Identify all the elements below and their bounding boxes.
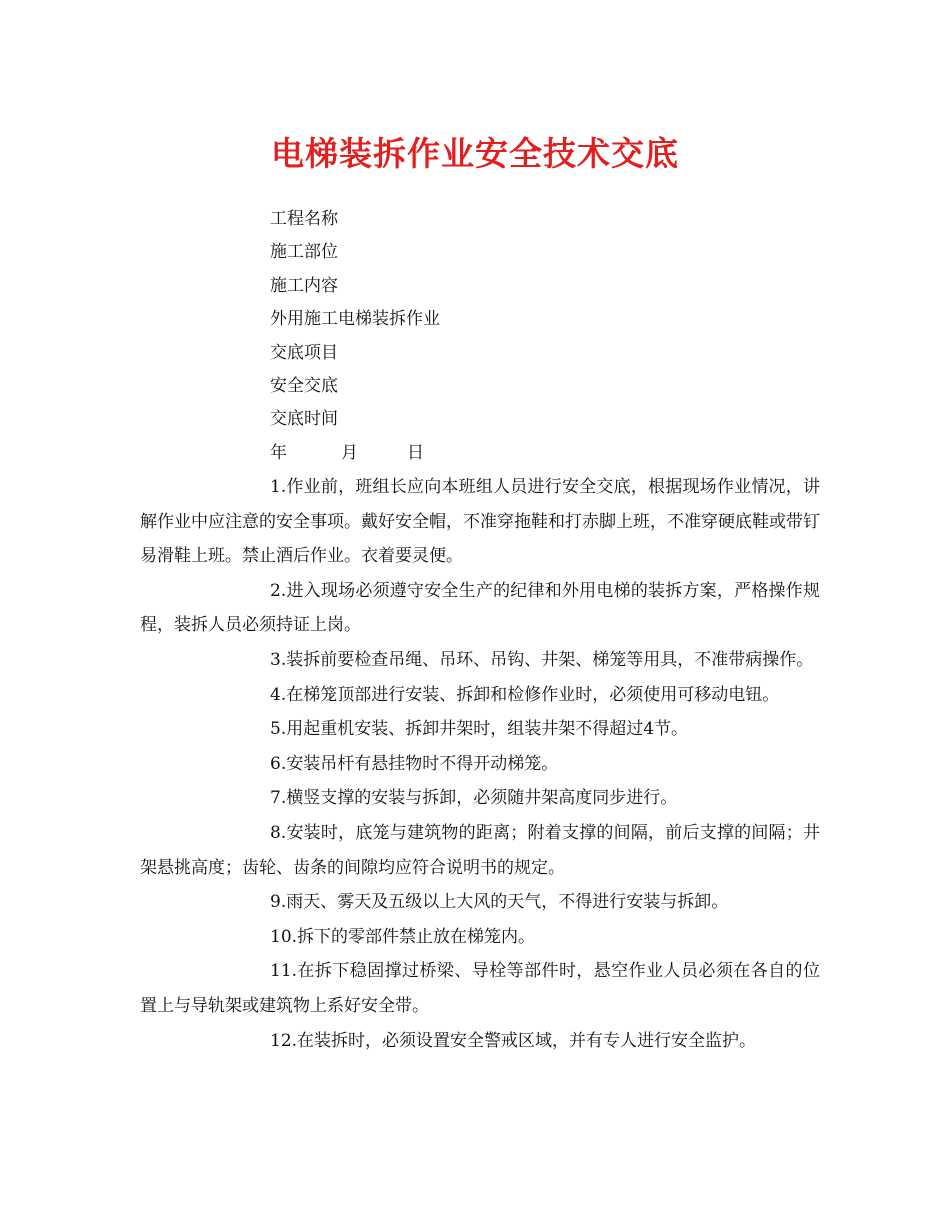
paragraph-9: 9.雨天、雾天及五级以上大风的天气，不得进行安装与拆卸。 [270,892,729,913]
field-project-name: 工程名称 [270,209,338,229]
paragraph-6: 6.安装吊杆有悬挂物时不得开动梯笼。 [270,753,559,774]
document-body [140,470,820,1058]
paragraph-12: 12.在装拆时，必须设置安全警戒区域，并有专人进行安全监护。 [270,1030,757,1051]
field-briefing-item: 交底项目 [270,342,338,363]
paragraph-7: 7.横竖支撑的安装与拆卸，必须随井架高度同步进行。 [270,788,678,809]
paragraph-5: 5.用起重机安装、拆卸井架时，组装井架不得超过4节。 [270,719,689,740]
field-construction-content: 施工内容 [270,275,338,296]
paragraph-2: 2.进入现场必须遵守安全生产的纪律和外用电梯的装拆方案，严格操作规程，装拆人员必须持证上岗。 [140,580,820,636]
paragraph-4: 4.在梯笼顶部进行安装、拆卸和检修作业时，必须使用可移动电钮。 [270,684,780,705]
info-fields [270,203,440,470]
field-content-value: 外用施工电梯装拆作业 [270,309,440,330]
paragraph-8: 8.安装时，底笼与建筑物的距离；附着支撑的间隔，前后支撑的间隔；井架悬挑高度；齿轮、齿条的间隙均应符合说明书的规定。 [140,822,820,878]
document-title: 电梯装拆作业安全技术交底 [271,134,679,173]
field-briefing-item-value: 安全交底 [270,375,338,396]
field-briefing-time: 交底时间 [270,409,338,430]
date-day-label: 日 [407,442,424,463]
paragraph-1: 1.作业前，班组长应向本班组人员进行安全交底，根据现场作业情况，讲解作业中应注意的安全事项。戴好安全帽，不准穿拖鞋和打赤脚上班，不准穿硬底鞋或带钉易滑鞋上班。禁止酒后作业。衣着要灵便。 [140,477,820,567]
date-year-label: 年 [270,442,287,463]
field-construction-part: 施工部位 [270,242,338,263]
paragraph-10: 10.拆下的零部件禁止放在梯笼内。 [270,926,536,947]
date-month-label: 月 [341,442,358,463]
paragraph-11: 11.在拆下稳固撑过桥梁、导栓等部件时，悬空作业人员必须在各自的位置上与导轨架或建筑物上系好安全带。 [140,961,820,1016]
paragraph-3: 3.装拆前要检查吊绳、吊环、吊钩、井架、梯笼等用具，不准带病操作。 [270,649,814,670]
date-row [270,437,440,470]
